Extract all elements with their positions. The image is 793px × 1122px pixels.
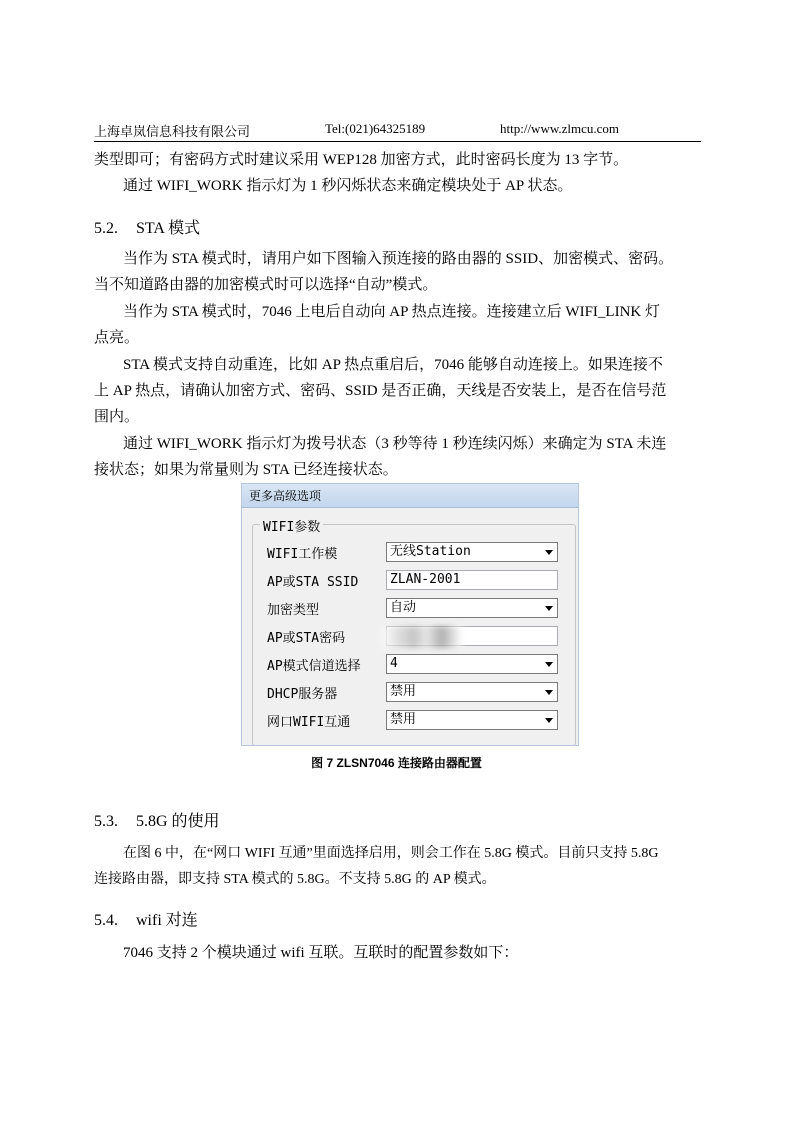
ssid-value: ZLAN-2001	[390, 572, 461, 587]
section-number: 5.4.	[94, 912, 118, 929]
chevron-down-icon[interactable]	[541, 656, 556, 672]
ssid-label: AP或STA SSID	[267, 575, 359, 590]
section-heading-5-2	[94, 215, 200, 238]
dhcp-select[interactable]	[386, 682, 558, 702]
paragraph-line: 当不知道路由器的加密模式时可以选择“自动”模式。	[94, 277, 438, 293]
ssid-input[interactable]	[386, 570, 558, 590]
chevron-down-icon[interactable]	[541, 600, 556, 616]
dhcp-value: 禁用	[390, 684, 417, 699]
paragraph-line: 上 AP 热点，请确认加密方式、密码、SSID 是否正确，天线是否安装上，是否在信号范	[94, 383, 667, 399]
paragraph-line: 点亮。	[94, 330, 140, 346]
chevron-down-icon[interactable]	[541, 684, 556, 700]
header-url: http://www.zlmcu.com	[500, 121, 620, 136]
encryption-value: 自动	[390, 600, 417, 615]
paragraph-line: 在图 6 中，在“网口 WIFI 互通”里面选择启用，则会工作在 5.8G 模式。目前只支持 5.8G	[123, 846, 659, 861]
channel-label: AP模式信道选择	[267, 659, 361, 674]
wifi-mode-value: 无线Station	[390, 544, 471, 559]
paragraph-line: 接状态；如果为常量则为 STA 已经连接状态。	[94, 462, 398, 478]
paragraph-line: 连接路由器，即支持 STA 模式的 5.8G。不支持 5.8G 的 AP 模式。	[94, 872, 496, 887]
group-legend: WIFI参数	[260, 516, 323, 535]
section-title: STA 模式	[136, 220, 201, 237]
bridge-select[interactable]	[386, 710, 558, 730]
channel-value: 4	[390, 656, 398, 671]
paragraph-line: 当作为 STA 模式时，7046 上电后自动向 AP 热点连接。连接建立后 WIFI_LINK 灯	[123, 304, 660, 320]
header-company: 上海卓岚信息科技有限公司	[94, 124, 251, 139]
section-number: 5.3.	[94, 813, 118, 830]
wifi-mode-label: WIFI工作模	[267, 547, 338, 562]
dhcp-label: DHCP服务器	[267, 687, 338, 702]
paragraph-line: 通过 WIFI_WORK 指示灯为拨号状态（3 秒等待 1 秒连续闪烁）来确定为 STA 未连	[123, 436, 667, 452]
section-number: 5.2.	[94, 220, 118, 237]
paragraph-line: 围内。	[94, 409, 140, 425]
paragraph-line: STA 模式支持自动重连，比如 AP 热点重启后，7046 能够自动连接上。如果连接不	[123, 357, 663, 373]
password-label: AP或STA密码	[267, 631, 346, 646]
wifi-mode-select[interactable]	[386, 542, 558, 562]
channel-select[interactable]	[386, 654, 558, 674]
paragraph-line: 通过 WIFI_WORK 指示灯为 1 秒闪烁状态来确定模块处于 AP 状态。	[123, 178, 573, 194]
section-title: 5.8G 的使用	[136, 813, 220, 830]
paragraph-line: 类型即可；有密码方式时建议采用 WEP128 加密方式，此时密码长度为 13 字节。	[94, 152, 629, 168]
advanced-options-dialog	[241, 483, 579, 746]
section-heading-5-4	[94, 907, 198, 930]
encryption-select[interactable]	[386, 598, 558, 618]
redacted-blur	[382, 626, 462, 648]
bridge-label: 网口WIFI互通	[267, 715, 351, 730]
encryption-label: 加密类型	[267, 603, 320, 618]
chevron-down-icon[interactable]	[541, 544, 556, 560]
bridge-value: 禁用	[390, 712, 417, 727]
section-heading-5-3	[94, 808, 220, 831]
header-tel: Tel:(021)64325189	[325, 121, 426, 136]
figure-caption: 图 7 ZLSN7046 连接路由器配置	[311, 756, 482, 770]
header-rule	[94, 141, 701, 142]
chevron-down-icon[interactable]	[541, 712, 556, 728]
paragraph-line: 当作为 STA 模式时，请用户如下图输入预连接的路由器的 SSID、加密模式、密码。	[123, 251, 674, 267]
dialog-title: 更多高级选项	[242, 484, 578, 508]
paragraph-line: 7046 支持 2 个模块通过 wifi 互联。互联时的配置参数如下：	[123, 945, 519, 961]
section-title: wifi 对连	[136, 912, 198, 929]
